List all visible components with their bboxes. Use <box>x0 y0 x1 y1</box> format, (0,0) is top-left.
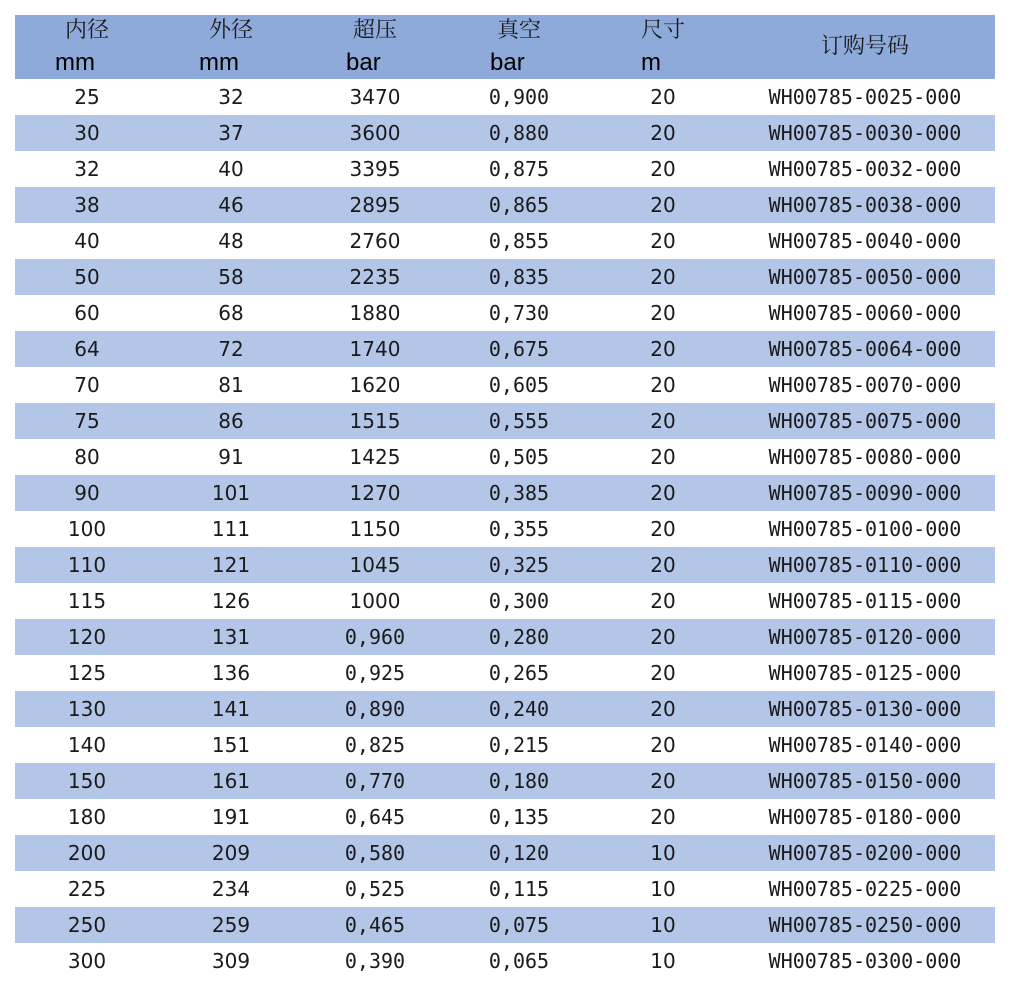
table-row <box>15 655 995 691</box>
overpressure-cell: 0,465 <box>344 913 406 937</box>
order-number-cell: WH00785-0090-000 <box>768 481 962 505</box>
vacuum-cell: 0,355 <box>488 517 550 541</box>
table-body <box>15 79 995 979</box>
vacuum-cell: 0,900 <box>488 85 550 109</box>
length-cell: 20 <box>650 445 676 469</box>
vacuum-cell: 0,865 <box>488 193 550 217</box>
inner-diameter-cell: 130 <box>67 697 107 721</box>
vacuum-cell: 0,730 <box>488 301 550 325</box>
length-cell: 20 <box>650 661 676 685</box>
overpressure-cell: 1620 <box>349 373 401 397</box>
length-cell: 20 <box>650 589 676 613</box>
table-row <box>15 583 995 619</box>
overpressure-cell: 3395 <box>349 157 401 181</box>
length-cell: 10 <box>650 949 676 973</box>
inner-diameter-cell: 75 <box>74 409 100 433</box>
overpressure-cell: 0,825 <box>344 733 406 757</box>
outer-diameter-cell: 101 <box>211 481 251 505</box>
vacuum-cell: 0,835 <box>488 265 550 289</box>
header-vacuum <box>447 15 591 79</box>
length-cell: 10 <box>650 841 676 865</box>
table-row <box>15 475 995 511</box>
overpressure-cell: 0,960 <box>344 625 406 649</box>
table-row <box>15 727 995 763</box>
inner-diameter-cell: 180 <box>67 805 107 829</box>
inner-diameter-cell: 50 <box>74 265 100 289</box>
table-row <box>15 943 995 979</box>
order-number-cell: WH00785-0050-000 <box>768 265 962 289</box>
vacuum-cell: 0,555 <box>488 409 550 433</box>
outer-diameter-cell: 40 <box>218 157 244 181</box>
header-unit: mm <box>55 49 95 76</box>
order-number-cell: WH00785-0115-000 <box>768 589 962 613</box>
overpressure-cell: 0,890 <box>344 697 406 721</box>
order-number-cell: WH00785-0025-000 <box>768 85 962 109</box>
length-cell: 20 <box>650 733 676 757</box>
length-cell: 20 <box>650 229 676 253</box>
outer-diameter-cell: 48 <box>218 229 244 253</box>
length-cell: 20 <box>650 769 676 793</box>
overpressure-cell: 1425 <box>349 445 401 469</box>
header-label: 尺寸 <box>640 18 685 43</box>
outer-diameter-cell: 161 <box>211 769 251 793</box>
order-number-cell: WH00785-0200-000 <box>768 841 962 865</box>
order-number-cell: WH00785-0225-000 <box>768 877 962 901</box>
length-cell: 10 <box>650 913 676 937</box>
header-label: 真空 <box>496 18 541 43</box>
outer-diameter-cell: 37 <box>218 121 244 145</box>
overpressure-cell: 1880 <box>349 301 401 325</box>
header-length <box>591 15 735 79</box>
outer-diameter-cell: 209 <box>211 841 251 865</box>
length-cell: 20 <box>650 301 676 325</box>
order-number-cell: WH00785-0038-000 <box>768 193 962 217</box>
order-number-cell: WH00785-0120-000 <box>768 625 962 649</box>
header-outer-diameter <box>159 15 303 79</box>
order-number-cell: WH00785-0030-000 <box>768 121 962 145</box>
inner-diameter-cell: 225 <box>67 877 107 901</box>
vacuum-cell: 0,180 <box>488 769 550 793</box>
outer-diameter-cell: 68 <box>218 301 244 325</box>
inner-diameter-cell: 38 <box>74 193 100 217</box>
vacuum-cell: 0,605 <box>488 373 550 397</box>
overpressure-cell: 1740 <box>349 337 401 361</box>
inner-diameter-cell: 200 <box>67 841 107 865</box>
table-row <box>15 439 995 475</box>
overpressure-cell: 0,580 <box>344 841 406 865</box>
outer-diameter-cell: 191 <box>211 805 251 829</box>
outer-diameter-cell: 234 <box>211 877 251 901</box>
order-number-cell: WH00785-0075-000 <box>768 409 962 433</box>
inner-diameter-cell: 110 <box>67 553 107 577</box>
header-unit: m <box>641 49 661 76</box>
overpressure-cell: 0,525 <box>344 877 406 901</box>
vacuum-cell: 0,505 <box>488 445 550 469</box>
table-header <box>15 15 995 79</box>
length-cell: 20 <box>650 409 676 433</box>
table-row <box>15 151 995 187</box>
outer-diameter-cell: 136 <box>211 661 251 685</box>
outer-diameter-cell: 131 <box>211 625 251 649</box>
header-order-number <box>735 15 995 79</box>
order-number-cell: WH00785-0130-000 <box>768 697 962 721</box>
header-overpressure <box>303 15 447 79</box>
outer-diameter-cell: 86 <box>218 409 244 433</box>
overpressure-cell: 1270 <box>349 481 401 505</box>
overpressure-cell: 3600 <box>349 121 401 145</box>
inner-diameter-cell: 250 <box>67 913 107 937</box>
table-row <box>15 79 995 115</box>
vacuum-cell: 0,115 <box>488 877 550 901</box>
header-unit: mm <box>199 49 239 76</box>
outer-diameter-cell: 46 <box>218 193 244 217</box>
order-number-cell: WH00785-0110-000 <box>768 553 962 577</box>
order-number-cell: WH00785-0180-000 <box>768 805 962 829</box>
order-number-cell: WH00785-0300-000 <box>768 949 962 973</box>
outer-diameter-cell: 309 <box>211 949 251 973</box>
vacuum-cell: 0,325 <box>488 553 550 577</box>
header-unit: bar <box>490 49 525 76</box>
outer-diameter-cell: 81 <box>218 373 244 397</box>
outer-diameter-cell: 259 <box>211 913 251 937</box>
inner-diameter-cell: 115 <box>67 589 107 613</box>
overpressure-cell: 0,645 <box>344 805 406 829</box>
table-row <box>15 511 995 547</box>
length-cell: 20 <box>650 337 676 361</box>
spec-table <box>15 15 995 979</box>
outer-diameter-cell: 121 <box>211 553 251 577</box>
length-cell: 20 <box>650 697 676 721</box>
header-label: 订购号码 <box>820 34 909 59</box>
outer-diameter-cell: 141 <box>211 697 251 721</box>
vacuum-cell: 0,675 <box>488 337 550 361</box>
inner-diameter-cell: 300 <box>67 949 107 973</box>
overpressure-cell: 2760 <box>349 229 401 253</box>
outer-diameter-cell: 32 <box>218 85 244 109</box>
vacuum-cell: 0,065 <box>488 949 550 973</box>
length-cell: 20 <box>650 517 676 541</box>
overpressure-cell: 0,925 <box>344 661 406 685</box>
order-number-cell: WH00785-0060-000 <box>768 301 962 325</box>
table-row <box>15 763 995 799</box>
vacuum-cell: 0,135 <box>488 805 550 829</box>
overpressure-cell: 2895 <box>349 193 401 217</box>
table-row <box>15 799 995 835</box>
table-row <box>15 367 995 403</box>
inner-diameter-cell: 32 <box>74 157 100 181</box>
header-label: 超压 <box>352 18 397 43</box>
length-cell: 20 <box>650 373 676 397</box>
table-row <box>15 871 995 907</box>
length-cell: 10 <box>650 877 676 901</box>
table-row <box>15 295 995 331</box>
order-number-cell: WH00785-0080-000 <box>768 445 962 469</box>
table-row <box>15 115 995 151</box>
length-cell: 20 <box>650 481 676 505</box>
inner-diameter-cell: 140 <box>67 733 107 757</box>
length-cell: 20 <box>650 265 676 289</box>
vacuum-cell: 0,215 <box>488 733 550 757</box>
vacuum-cell: 0,120 <box>488 841 550 865</box>
order-number-cell: WH00785-0064-000 <box>768 337 962 361</box>
vacuum-cell: 0,855 <box>488 229 550 253</box>
header-label: 外径 <box>208 18 253 43</box>
table-row <box>15 223 995 259</box>
inner-diameter-cell: 30 <box>74 121 100 145</box>
inner-diameter-cell: 125 <box>67 661 107 685</box>
table-row <box>15 835 995 871</box>
vacuum-cell: 0,385 <box>488 481 550 505</box>
table-row <box>15 259 995 295</box>
outer-diameter-cell: 111 <box>211 517 251 541</box>
inner-diameter-cell: 60 <box>74 301 100 325</box>
inner-diameter-cell: 90 <box>74 481 100 505</box>
inner-diameter-cell: 120 <box>67 625 107 649</box>
length-cell: 20 <box>650 121 676 145</box>
overpressure-cell: 3470 <box>349 85 401 109</box>
order-number-cell: WH00785-0040-000 <box>768 229 962 253</box>
inner-diameter-cell: 80 <box>74 445 100 469</box>
header-label: 内径 <box>64 18 109 43</box>
vacuum-cell: 0,280 <box>488 625 550 649</box>
vacuum-cell: 0,265 <box>488 661 550 685</box>
outer-diameter-cell: 91 <box>218 445 244 469</box>
order-number-cell: WH00785-0125-000 <box>768 661 962 685</box>
outer-diameter-cell: 151 <box>211 733 251 757</box>
length-cell: 20 <box>650 553 676 577</box>
inner-diameter-cell: 25 <box>74 85 100 109</box>
inner-diameter-cell: 40 <box>74 229 100 253</box>
overpressure-cell: 2235 <box>349 265 401 289</box>
outer-diameter-cell: 58 <box>218 265 244 289</box>
outer-diameter-cell: 72 <box>218 337 244 361</box>
order-number-cell: WH00785-0150-000 <box>768 769 962 793</box>
header-inner-diameter <box>15 15 159 79</box>
table-row <box>15 691 995 727</box>
inner-diameter-cell: 100 <box>67 517 107 541</box>
overpressure-cell: 1045 <box>349 553 401 577</box>
overpressure-cell: 0,770 <box>344 769 406 793</box>
order-number-cell: WH00785-0140-000 <box>768 733 962 757</box>
inner-diameter-cell: 70 <box>74 373 100 397</box>
inner-diameter-cell: 150 <box>67 769 107 793</box>
length-cell: 20 <box>650 805 676 829</box>
order-number-cell: WH00785-0032-000 <box>768 157 962 181</box>
order-number-cell: WH00785-0250-000 <box>768 913 962 937</box>
length-cell: 20 <box>650 625 676 649</box>
vacuum-cell: 0,300 <box>488 589 550 613</box>
vacuum-cell: 0,875 <box>488 157 550 181</box>
outer-diameter-cell: 126 <box>211 589 251 613</box>
overpressure-cell: 0,390 <box>344 949 406 973</box>
length-cell: 20 <box>650 193 676 217</box>
vacuum-cell: 0,880 <box>488 121 550 145</box>
table-row <box>15 907 995 943</box>
order-number-cell: WH00785-0070-000 <box>768 373 962 397</box>
length-cell: 20 <box>650 157 676 181</box>
vacuum-cell: 0,075 <box>488 913 550 937</box>
table-row <box>15 619 995 655</box>
table-row <box>15 403 995 439</box>
table-row <box>15 547 995 583</box>
header-unit: bar <box>346 49 381 76</box>
inner-diameter-cell: 64 <box>74 337 100 361</box>
table-row <box>15 187 995 223</box>
length-cell: 20 <box>650 85 676 109</box>
table-row <box>15 331 995 367</box>
overpressure-cell: 1000 <box>349 589 401 613</box>
overpressure-cell: 1515 <box>349 409 401 433</box>
overpressure-cell: 1150 <box>349 517 401 541</box>
vacuum-cell: 0,240 <box>488 697 550 721</box>
order-number-cell: WH00785-0100-000 <box>768 517 962 541</box>
